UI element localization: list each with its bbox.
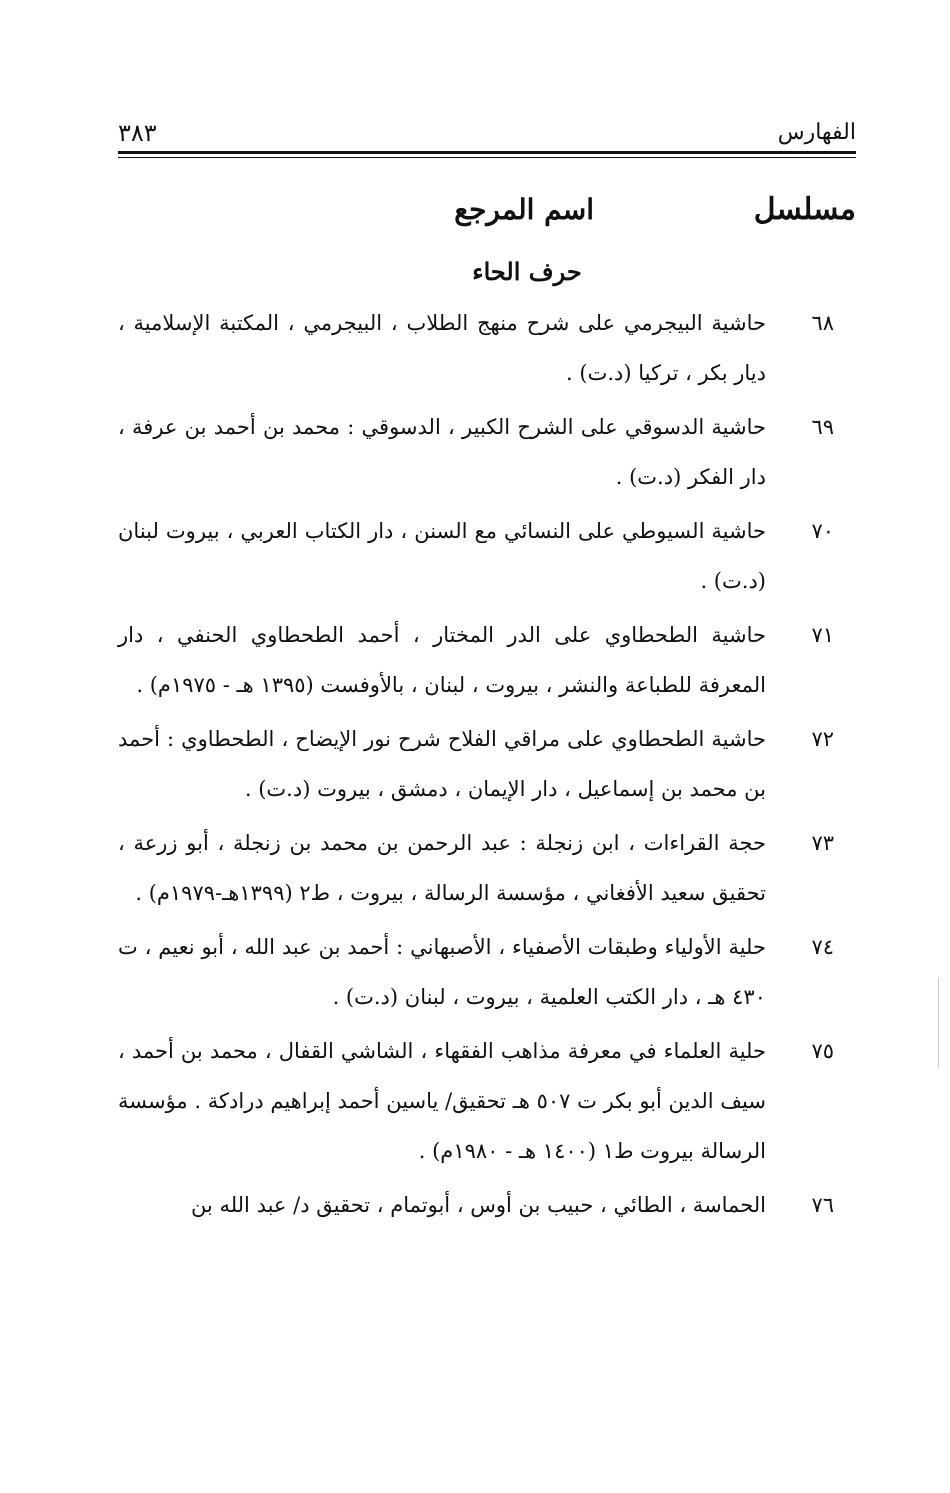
entry-number: ٧٣ [811, 831, 834, 855]
entry-number: ٧٢ [811, 727, 834, 751]
scan-margin-mark [938, 978, 939, 1068]
entry-text: حاشية البيجرمي على شرح منهج الطلاب ، البيجرمي ، المكتبة الإسلامية ، ديار بكر ، تركيا (د.ت) . [118, 311, 766, 385]
reference-entry [118, 1180, 838, 1230]
entry-number: ٧٠ [811, 519, 834, 543]
entry-text: حاشية الدسوقي على الشرح الكبير ، الدسوقي : محمد بن أحمد بن عرفة ، دار الفكر (د.ت) . [118, 415, 766, 489]
entry-text: حجة القراءات ، ابن زنجلة : عبد الرحمن بن محمد بن زنجلة ، أبو زرعة ، تحقيق سعيد الأفغاني ، مؤسسة الرسالة ، بيروت ، ط٢ (١٣٩٩هـ-١٩٧٩م) . [118, 831, 766, 905]
entry-text: حاشية الطحطاوي على مراقي الفلاح شرح نور الإيضاح ، الطحطاوي : أحمد بن محمد بن إسماعيل ، دار الإيمان ، دمشق ، بيروت (د.ت) . [118, 727, 766, 801]
entry-number: ٧٤ [811, 935, 834, 959]
reference-entry [118, 298, 838, 398]
entry-number: ٧٥ [811, 1039, 834, 1063]
column-header-serial: مسلسل [753, 192, 856, 227]
reference-entry [118, 402, 838, 502]
entry-text: حلية العلماء في معرفة مذاهب الفقهاء ، الشاشي القفال ، محمد بن أحمد ، سيف الدين أبو بكر ت ٥٠٧ هـ تحقيق/ ياسين أحمد إبراهيم درادكة . مؤسسة الرسالة بيروت ط١ (١٤٠٠ هـ - ١٩٨٠م) . [118, 1039, 766, 1163]
reference-entry [118, 818, 838, 918]
entry-number: ٦٨ [811, 311, 834, 335]
reference-entry [118, 506, 838, 606]
entry-text: حاشية السيوطي على النسائي مع السنن ، دار الكتاب العربي ، بيروت لبنان (د.ت) . [118, 519, 766, 593]
header-rule-thin [118, 157, 856, 158]
reference-entry [118, 610, 838, 710]
entry-text: الحماسة ، الطائي ، حبيب بن أوس ، أبوتمام ، تحقيق د/ عبد الله بن [190, 1193, 766, 1217]
header-rule-thick [118, 151, 856, 154]
reference-list [118, 298, 838, 1234]
column-header-reference: اسم المرجع [454, 193, 594, 226]
page-number: ٣٨٣ [118, 119, 157, 147]
entry-text: حاشية الطحطاوي على الدر المختار ، أحمد الطحطاوي الحنفي ، دار المعرفة للطباعة والنشر ، بيروت ، لبنان ، بالأوفست (١٣٩٥ هـ - ١٩٧٥م) . [118, 623, 766, 697]
entry-text: حلية الأولياء وطبقات الأصفياء ، الأصبهاني : أحمد بن عبد الله ، أبو نعيم ، ت ٤٣٠ هـ ، دار الكتب العلمية ، بيروت ، لبنان (د.ت) . [118, 935, 766, 1009]
entry-number: ٦٩ [811, 415, 834, 439]
entry-number: ٧١ [811, 623, 834, 647]
reference-entry [118, 1026, 838, 1176]
reference-entry [118, 714, 838, 814]
entry-number: ٧٦ [811, 1193, 834, 1217]
reference-entry [118, 922, 838, 1022]
section-heading: حرف الحاء [472, 257, 582, 286]
running-head-title: الفهارس [777, 120, 856, 145]
column-headers [118, 188, 856, 238]
